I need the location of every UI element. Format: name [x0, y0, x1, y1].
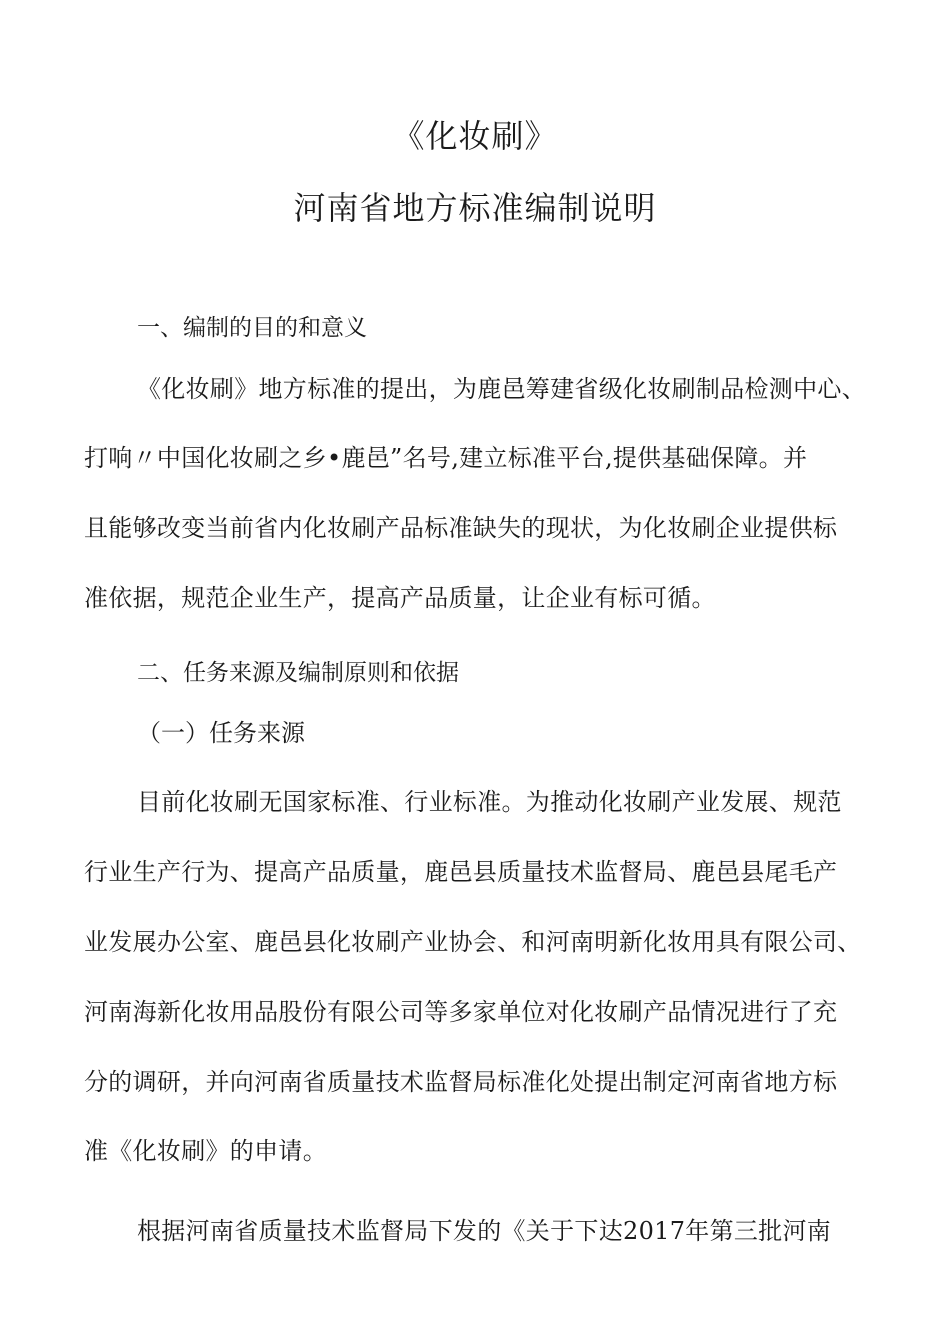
document-subtitle: 河南省地方标准编制说明	[293, 189, 657, 227]
paragraph-line: 分的调研，并向河南省质量技术监督局标准化处提出制定河南省地方标	[84, 1068, 838, 1096]
section-heading-purpose: 一、编制的目的和意义	[137, 315, 367, 341]
paragraph-line: 目前化妆刷无国家标准、行业标准。为推动化妆刷产业发展、规范	[137, 788, 842, 816]
paragraph-line: 《化妆刷》地方标准的提出，为鹿邑筹建省级化妆刷制品检测中心、	[137, 375, 866, 403]
section-heading-task-source: 二、任务来源及编制原则和依据	[137, 660, 459, 686]
paragraph-line: 打响〃中国化妆刷之乡•鹿邑”名号,建立标准平台,提供基础保障。并	[84, 444, 808, 472]
paragraph-line: 业发展办公室、鹿邑县化妆刷产业协会、和河南明新化妆用具有限公司、	[84, 928, 862, 956]
document-title: 《化妆刷》	[392, 117, 558, 155]
paragraph-line: 行业生产行为、提高产品质量，鹿邑县质量技术监督局、鹿邑县尾毛产	[84, 858, 838, 886]
paragraph-line: 准依据，规范企业生产，提高产品质量，让企业有标可循。	[84, 584, 716, 612]
subsection-heading: （一）任务来源	[137, 719, 305, 747]
paragraph-line: 河南海新化妆用品股份有限公司等多家单位对化妆刷产品情况进行了充	[84, 998, 838, 1026]
paragraph-line: 且能够改变当前省内化妆刷产品标准缺失的现状，为化妆刷企业提供标	[84, 514, 838, 542]
paragraph-line: 根据河南省质量技术监督局下发的《关于下达2017年第三批河南	[137, 1217, 832, 1245]
paragraph-line: 准《化妆刷》的申请。	[84, 1137, 327, 1165]
